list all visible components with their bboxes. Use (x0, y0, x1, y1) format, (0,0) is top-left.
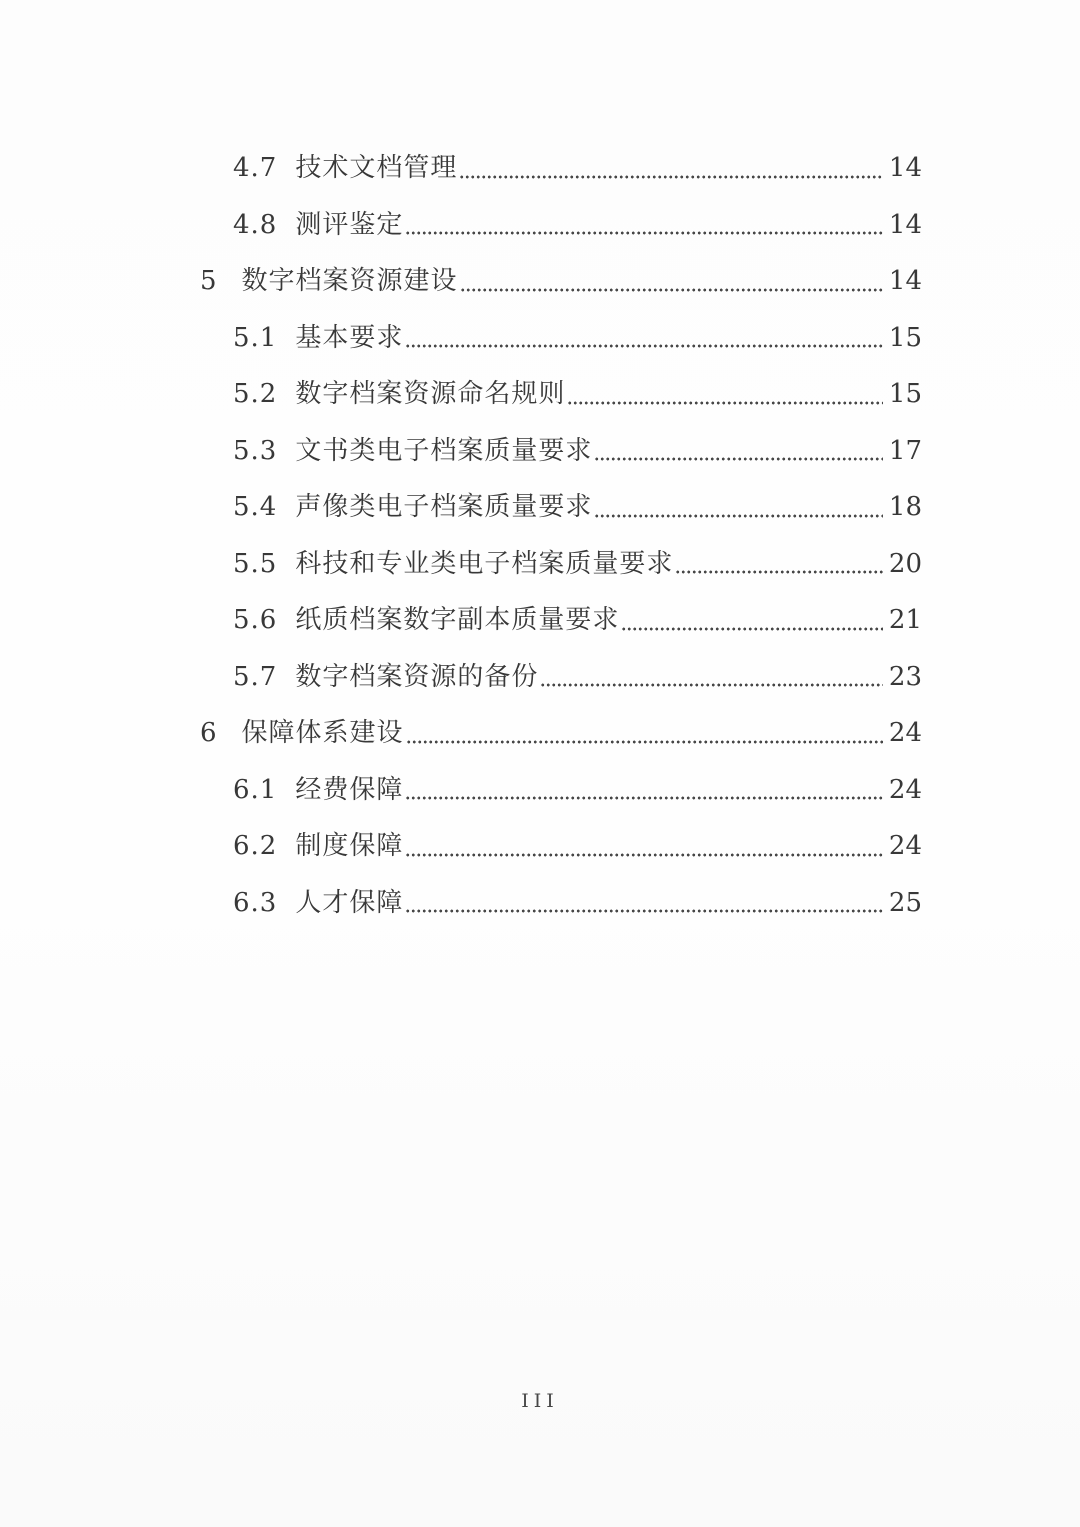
toc-entry (200, 637, 922, 694)
toc-entry-page: 20 (888, 548, 922, 579)
dot-leader (540, 682, 883, 688)
dot-leader (621, 626, 883, 632)
toc-entry-title: 基本要求 (295, 322, 404, 353)
toc-entry-page: 25 (888, 887, 922, 918)
dot-leader (405, 230, 883, 236)
toc-entry-title: 声像类电子档案质量要求 (295, 492, 593, 523)
toc-entry (200, 863, 922, 920)
toc-entry-page: 15 (888, 322, 922, 353)
toc-entry-number: 6.2 (233, 831, 278, 862)
dot-leader (567, 400, 883, 406)
toc-entry (200, 241, 922, 298)
toc-entry-page: 24 (888, 718, 922, 749)
toc-entry-title: 保障体系建设 (241, 718, 404, 749)
dot-leader (675, 569, 883, 575)
toc-list (200, 128, 922, 919)
toc-entry (200, 524, 922, 581)
dot-leader (405, 852, 883, 858)
toc-entry (200, 467, 922, 524)
toc-entry-page: 17 (888, 435, 922, 466)
toc-entry-title: 测评鉴定 (295, 209, 404, 240)
toc-entry-number: 6.1 (233, 774, 278, 805)
toc-entry-title: 数字档案资源的备份 (295, 661, 539, 692)
toc-entry (200, 750, 922, 807)
page-footer (0, 1390, 1080, 1412)
toc-entry-title: 数字档案资源命名规则 (295, 379, 566, 410)
toc-entry-page: 24 (888, 774, 922, 805)
toc-entry-number: 5.3 (233, 435, 278, 466)
toc-entry-page: 14 (888, 153, 922, 184)
toc-entry (200, 298, 922, 355)
toc-entry-number: 4.7 (233, 153, 278, 184)
dot-leader (459, 174, 883, 180)
toc-entry-number: 5.1 (233, 322, 278, 353)
footer-page-number: III (521, 1390, 559, 1412)
toc-entry-page: 14 (888, 266, 922, 297)
toc-entry-page: 18 (888, 492, 922, 523)
toc-entry-page: 15 (888, 379, 922, 410)
toc-entry-title: 制度保障 (295, 831, 404, 862)
dot-leader (594, 513, 883, 519)
toc-entry (200, 128, 922, 185)
toc-entry (200, 185, 922, 242)
toc-entry-title: 科技和专业类电子档案质量要求 (295, 548, 674, 579)
toc-entry-number: 6.3 (233, 887, 278, 918)
toc-entry-number: 5.5 (233, 548, 278, 579)
toc-entry-number: 6 (200, 718, 218, 749)
toc-entry-title: 文书类电子档案质量要求 (295, 435, 593, 466)
toc-entry-number: 4.8 (233, 209, 278, 240)
toc-entry (200, 693, 922, 750)
toc-entry-title: 人才保障 (295, 887, 404, 918)
toc-entry-title: 纸质档案数字副本质量要求 (295, 605, 620, 636)
toc-entry-number: 5 (200, 266, 218, 297)
dot-leader (594, 456, 883, 462)
toc-entry-number: 5.6 (233, 605, 278, 636)
dot-leader (406, 739, 883, 745)
toc-entry (200, 580, 922, 637)
toc-entry-title: 技术文档管理 (295, 153, 458, 184)
dot-leader (405, 908, 883, 914)
toc-entry-page: 24 (888, 831, 922, 862)
toc-entry-number: 5.7 (233, 661, 278, 692)
toc-entry-title: 经费保障 (295, 774, 404, 805)
toc-entry-page: 23 (888, 661, 922, 692)
toc-entry-title: 数字档案资源建设 (241, 266, 458, 297)
toc-entry-page: 21 (888, 605, 922, 636)
dot-leader (460, 287, 883, 293)
toc-entry (200, 354, 922, 411)
dot-leader (405, 343, 883, 349)
toc-entry-page: 14 (888, 209, 922, 240)
dot-leader (405, 795, 883, 801)
toc-entry (200, 806, 922, 863)
toc-entry (200, 411, 922, 468)
toc-entry-number: 5.4 (233, 492, 278, 523)
toc-entry-number: 5.2 (233, 379, 278, 410)
